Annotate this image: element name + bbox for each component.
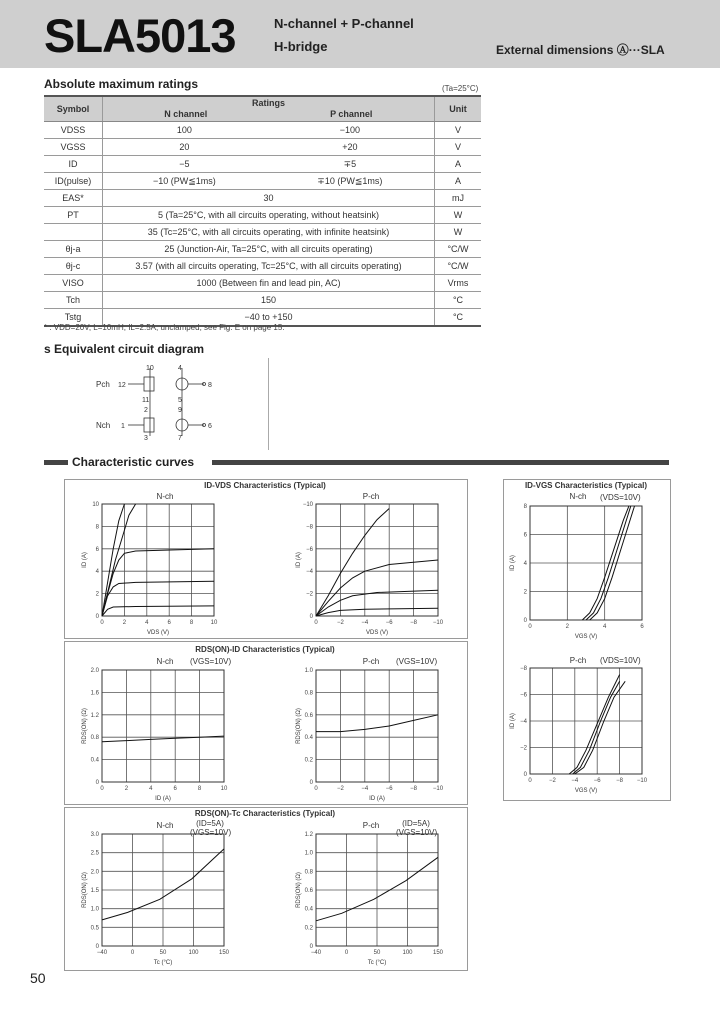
- y-tick-label: 0.5: [90, 925, 99, 932]
- idvgs-pch-label: P-ch: [569, 656, 587, 665]
- pin-label: 7: [178, 435, 182, 442]
- ratings-table: [44, 95, 481, 327]
- x-tick-label: −6: [593, 778, 601, 784]
- x-tick-label: 0: [314, 786, 318, 792]
- x-axis-label: VDS (V): [365, 630, 389, 636]
- x-tick-label: 50: [159, 950, 167, 956]
- x-tick-label: 4: [149, 786, 153, 792]
- x-tick-label: −4: [361, 786, 369, 792]
- y-axis-label: ID (A): [296, 552, 302, 568]
- ratings-unit: mJ: [435, 190, 482, 207]
- ratings-value: 1000 (Between fin and lead pin, AC): [103, 275, 435, 292]
- x-tick-label: 2: [124, 786, 129, 792]
- series-line: [316, 560, 438, 616]
- x-tick-label: −4: [571, 778, 579, 784]
- rdsid-pch-cond: (VGS=10V): [396, 657, 438, 666]
- equivalent-circuit-diagram: [90, 362, 220, 442]
- ratings-n-value: −10 (PW≦1ms): [103, 173, 266, 190]
- chart-rds-id-pch: [294, 664, 444, 804]
- ratings-p-value: +20: [266, 139, 435, 156]
- ratings-unit: V: [435, 139, 482, 156]
- circuit-wiring: [128, 368, 206, 436]
- series-line: [102, 504, 124, 616]
- y-tick-label: −10: [302, 502, 313, 508]
- ratings-row: [44, 122, 481, 139]
- circuit-divider: [268, 358, 269, 450]
- idvgs-nch-cond: (VDS=10V): [600, 493, 641, 502]
- x-tick-label: 100: [402, 950, 413, 956]
- y-tick-label: 0: [309, 944, 313, 950]
- characteristic-curves-title: Characteristic curves: [72, 455, 195, 469]
- x-tick-label: −4: [361, 620, 369, 626]
- pin-label: 10: [146, 365, 154, 372]
- ratings-n-value: 100: [103, 122, 266, 139]
- ratings-symbol: ID: [44, 156, 103, 173]
- x-tick-label: −10: [432, 620, 444, 626]
- x-tick-label: −2: [548, 778, 556, 784]
- x-tick-label: 8: [189, 620, 194, 626]
- y-tick-label: 2.0: [90, 869, 99, 876]
- y-tick-label: 4: [95, 569, 99, 576]
- ratings-unit: °C/W: [435, 258, 482, 275]
- ratings-symbol: [44, 224, 103, 241]
- ratings-title: Absolute maximum ratings: [44, 77, 199, 91]
- ratings-unit: Vrms: [435, 275, 482, 292]
- x-tick-label: 2: [565, 624, 570, 630]
- rdstc-nch-label: N-ch: [156, 821, 174, 830]
- y-tick-label: 1.2: [304, 832, 313, 838]
- y-tick-label: 3.0: [90, 832, 99, 838]
- rdstc-nch-cond-id: (ID=5A): [196, 819, 224, 828]
- col-n-channel: N channel: [164, 109, 208, 119]
- y-tick-label: 0.2: [304, 925, 313, 932]
- ratings-symbol: Tch: [44, 292, 103, 309]
- col-symbol: Symbol: [44, 96, 103, 122]
- ratings-row: [44, 275, 481, 292]
- ratings-unit: °C/W: [435, 241, 482, 258]
- ratings-symbol: ID(pulse): [44, 173, 103, 190]
- ratings-unit: V: [435, 122, 482, 139]
- y-tick-label: 1.0: [304, 668, 313, 674]
- x-axis-label: Tc (°C): [153, 960, 173, 966]
- y-tick-label: 0: [95, 780, 99, 786]
- y-axis-label: RDS(ON) (Ω): [296, 708, 302, 744]
- y-tick-label: 2: [95, 591, 99, 598]
- rdstc-pch-label: P-ch: [362, 821, 380, 830]
- idvds-pch-label: P-ch: [362, 492, 380, 501]
- plot-frame: [316, 670, 438, 782]
- ratings-row: [44, 241, 481, 258]
- y-axis-label: RDS(ON) (Ω): [82, 708, 88, 744]
- y-tick-label: 0: [523, 618, 527, 624]
- pin-label: 9: [178, 407, 182, 414]
- y-tick-label: 2: [523, 589, 527, 596]
- x-tick-label: 150: [218, 950, 230, 956]
- y-tick-label: 1.6: [90, 690, 99, 697]
- x-tick-label: −10: [432, 786, 444, 792]
- x-tick-label: −40: [96, 950, 108, 956]
- rdstc-nch-cond-vgs: (VGS=10V): [190, 828, 232, 837]
- x-tick-label: 8: [197, 786, 202, 792]
- x-tick-label: −2: [336, 620, 344, 626]
- ratings-header-row: [44, 96, 481, 122]
- page-number: 50: [30, 970, 46, 986]
- section-bar-right: [212, 460, 669, 465]
- ratings-value: 35 (Tc=25°C, with all circuits operating, with infinite heatsink): [103, 224, 435, 241]
- x-tick-label: −40: [310, 950, 322, 956]
- x-tick-label: 0: [528, 778, 532, 784]
- y-tick-label: 0: [95, 614, 99, 620]
- ratings-symbol: VISO: [44, 275, 103, 292]
- ratings-row: [44, 139, 481, 156]
- x-axis-label: VGS (V): [574, 788, 598, 794]
- y-tick-label: 8: [95, 524, 99, 531]
- ratings-symbol: VDSS: [44, 122, 103, 139]
- y-tick-label: 0: [309, 614, 313, 620]
- ratings-n-value: −5: [103, 156, 266, 173]
- y-tick-label: 2.5: [90, 850, 99, 857]
- y-tick-label: 0.8: [304, 869, 313, 876]
- ratings-symbol: PT: [44, 207, 103, 224]
- rdsid-nch-label: N-ch: [156, 657, 174, 666]
- col-p-channel: P channel: [330, 109, 373, 119]
- x-tick-label: 6: [640, 624, 644, 630]
- y-tick-label: −2: [306, 591, 313, 598]
- col-ratings-label: Ratings: [251, 98, 285, 108]
- y-tick-label: 0.2: [304, 757, 313, 764]
- series-line: [316, 608, 438, 616]
- series-line: [573, 681, 620, 774]
- ratings-p-value: −100: [266, 122, 435, 139]
- circuit-pin-labels: [118, 365, 212, 442]
- x-tick-label: −8: [410, 620, 418, 626]
- x-tick-label: 0: [344, 950, 349, 956]
- y-tick-label: 10: [92, 502, 99, 508]
- ratings-row: [44, 156, 481, 173]
- circuit-pch-label: Pch: [96, 380, 110, 389]
- x-tick-label: 10: [220, 786, 228, 792]
- x-axis-label: ID (A): [369, 796, 385, 802]
- ratings-value: 30: [103, 190, 435, 207]
- ratings-p-value: ∓5: [266, 156, 435, 173]
- pin-label: 3: [144, 435, 148, 442]
- x-tick-label: −6: [385, 620, 393, 626]
- chart-id-vds-nch: [80, 498, 220, 638]
- x-tick-label: 100: [188, 950, 199, 956]
- x-tick-label: 10: [210, 620, 218, 626]
- subtitle-channel: N-channel + P-channel: [274, 16, 414, 31]
- x-tick-label: 0: [528, 624, 532, 630]
- rdsid-pch-label: P-ch: [362, 657, 380, 666]
- section-bar-left: [44, 460, 68, 465]
- x-tick-label: 150: [432, 950, 444, 956]
- pin-label: 8: [208, 382, 212, 389]
- x-tick-label: 0: [100, 786, 104, 792]
- y-tick-label: −8: [520, 666, 527, 672]
- ratings-condition: (Ta=25°C): [442, 84, 479, 93]
- pin-label: 6: [208, 423, 212, 430]
- ratings-footnote: * : VDD=20V, L=10mH, IL=2.5A, unclamped, see Fig. E on page 15.: [44, 323, 285, 332]
- pin-label: 4: [178, 365, 182, 372]
- subtitle-bridge: H-bridge: [274, 39, 328, 54]
- y-tick-label: 1.0: [90, 906, 99, 913]
- y-tick-label: 6: [95, 546, 99, 553]
- ratings-symbol: Tstg: [44, 309, 103, 327]
- rdstc-pch-cond-id: (ID=5A): [402, 819, 430, 828]
- y-tick-label: −2: [520, 745, 527, 752]
- y-tick-label: 2.0: [90, 668, 99, 674]
- y-tick-label: 0.4: [304, 735, 313, 742]
- y-axis-label: RDS(ON) (Ω): [82, 872, 88, 908]
- idvgs-nch-label: N-ch: [569, 492, 587, 501]
- y-tick-label: 1.5: [90, 888, 99, 894]
- series-line: [575, 681, 625, 774]
- series-line: [102, 581, 214, 616]
- y-tick-label: 1.0: [304, 850, 313, 857]
- ratings-p-value: ∓10 (PW≦1ms): [266, 173, 435, 190]
- ratings-row: [44, 190, 481, 207]
- y-tick-label: 0.8: [90, 735, 99, 742]
- rdsid-nch-cond: (VGS=10V): [190, 657, 232, 666]
- pin-label: 12: [118, 382, 126, 389]
- rdstc-title: RDS(ON)-Tc Characteristics (Typical): [194, 809, 336, 818]
- pin-label: 1: [121, 423, 125, 430]
- y-axis-label: RDS(ON) (Ω): [296, 872, 302, 908]
- y-tick-label: 4: [523, 561, 527, 567]
- y-axis-label: ID (A): [82, 552, 88, 568]
- ratings-symbol: VGSS: [44, 139, 103, 156]
- ratings-unit: W: [435, 224, 482, 241]
- circuit-title: s Equivalent circuit diagram: [44, 342, 205, 356]
- x-tick-label: 6: [173, 786, 177, 792]
- ratings-value: −40 to +150: [103, 309, 435, 327]
- y-tick-label: 0.4: [304, 906, 313, 913]
- x-tick-label: −2: [336, 786, 344, 792]
- external-dimensions: External dimensions Ⓐ···SLA: [496, 43, 665, 57]
- ratings-unit: °C: [435, 292, 482, 309]
- rdsid-title: RDS(ON)-ID Characteristics (Typical): [195, 645, 335, 654]
- ratings-value: 25 (Junction-Air, Ta=25°C, with all circuits operating): [103, 241, 435, 258]
- y-tick-label: 0.6: [304, 888, 313, 894]
- x-axis-label: ID (A): [155, 796, 171, 802]
- y-tick-label: −6: [306, 546, 313, 553]
- ratings-symbol: θj-c: [44, 258, 103, 275]
- y-tick-label: 0.8: [304, 690, 313, 697]
- series-line: [316, 715, 438, 732]
- x-tick-label: 2: [122, 620, 127, 626]
- y-axis-label: ID (A): [510, 555, 516, 571]
- x-axis-label: VGS (V): [574, 634, 598, 640]
- y-axis-label: ID (A): [510, 713, 516, 729]
- ratings-value: 5 (Ta=25°C, with all circuits operating, without heatsink): [103, 207, 435, 224]
- chart-id-vds-pch: [294, 498, 444, 638]
- ratings-unit: W: [435, 207, 482, 224]
- chart-rds-id-nch: [80, 664, 230, 804]
- plot-frame: [316, 504, 438, 616]
- y-tick-label: 0.4: [90, 757, 99, 764]
- y-tick-label: −6: [520, 692, 527, 699]
- circuit-nch-label: Nch: [96, 421, 111, 430]
- ratings-row: [44, 258, 481, 275]
- ratings-row: [44, 207, 481, 224]
- idvgs-title: ID-VGS Characteristics (Typical): [524, 481, 648, 490]
- ratings-row: [44, 173, 481, 190]
- y-tick-label: −4: [306, 569, 313, 576]
- x-tick-label: 0: [100, 620, 104, 626]
- part-number: SLA5013: [44, 9, 236, 62]
- pin-label: 5: [178, 397, 182, 404]
- x-tick-label: 6: [167, 620, 171, 626]
- x-tick-label: −8: [616, 778, 624, 784]
- y-tick-label: 0: [309, 780, 313, 786]
- y-tick-label: 0.6: [304, 712, 313, 719]
- chart-id-vgs-pch: [508, 662, 648, 796]
- plot-frame: [102, 670, 224, 782]
- y-tick-label: 6: [523, 532, 527, 539]
- ratings-row: [44, 224, 481, 241]
- series-line: [316, 509, 389, 617]
- ratings-value: 3.57 (with all circuits operating, Tc=25°C, with all circuits operating): [103, 258, 435, 275]
- idvgs-pch-cond: (VDS=10V): [600, 656, 641, 665]
- y-tick-label: −8: [306, 524, 313, 531]
- rdstc-pch-cond-vgs: (VGS=10V): [396, 828, 438, 837]
- ratings-symbol: EAS*: [44, 190, 103, 207]
- x-tick-label: 4: [602, 624, 607, 630]
- x-tick-label: 4: [145, 620, 149, 626]
- ratings-unit: °C: [435, 309, 482, 327]
- x-tick-label: −8: [410, 786, 418, 792]
- y-tick-label: 0: [95, 944, 99, 950]
- y-tick-label: 1.2: [90, 712, 99, 719]
- ratings-symbol: θj-a: [44, 241, 103, 258]
- col-ratings: [103, 96, 435, 122]
- chart-rds-tc-nch: [80, 828, 230, 968]
- idvds-title: ID-VDS Characteristics (Typical): [204, 481, 326, 490]
- x-axis-label: Tc (°C): [367, 960, 387, 966]
- x-tick-label: 0: [130, 950, 135, 956]
- series-line: [569, 675, 619, 774]
- series-line: [102, 606, 214, 616]
- ratings-n-value: 20: [103, 139, 266, 156]
- x-tick-label: −6: [385, 786, 393, 792]
- y-tick-label: 0: [523, 772, 527, 778]
- x-axis-label: VDS (V): [146, 630, 170, 636]
- x-tick-label: −10: [636, 778, 648, 784]
- ratings-unit: A: [435, 156, 482, 173]
- ratings-unit: A: [435, 173, 482, 190]
- idvds-nch-label: N-ch: [156, 492, 174, 501]
- pin-label: 2: [144, 407, 148, 414]
- x-tick-label: 0: [314, 620, 318, 626]
- x-tick-label: 50: [373, 950, 381, 956]
- chart-id-vgs-nch: [508, 500, 648, 642]
- col-unit: Unit: [435, 96, 482, 122]
- chart-rds-tc-pch: [294, 828, 444, 968]
- y-tick-label: −4: [520, 719, 527, 725]
- ratings-value: 150: [103, 292, 435, 309]
- y-tick-label: 8: [523, 504, 527, 510]
- ratings-row: [44, 292, 481, 309]
- pin-label: 11: [142, 397, 150, 404]
